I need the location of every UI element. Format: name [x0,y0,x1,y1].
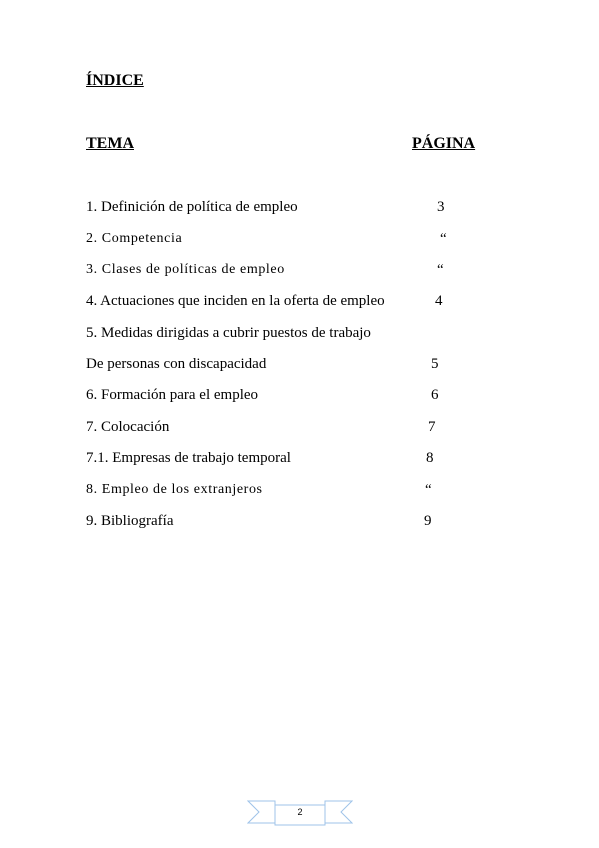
page-number-ribbon [247,797,353,827]
index-entry-label: 6. Formación para el empleo [86,387,259,403]
index-title: ÍNDICE [86,72,144,89]
index-entry-page: 6 [431,387,439,403]
index-entry-page: 5 [431,356,439,372]
column-header-topic: TEMA [86,135,134,152]
index-entry-label: 9. Bibliografía [86,513,174,529]
index-entry-label: 8. Empleo de los extranjeros [86,482,263,497]
index-entry-label: De personas con discapacidad [86,356,267,372]
index-entry-label: 3. Clases de políticas de empleo [86,262,285,277]
index-entry-label: 2. Competencia [86,231,183,246]
index-entry-page: “ [440,231,447,247]
index-entry-page: 7 [428,419,436,435]
index-entry-page: “ [437,262,444,278]
column-header-page: PÁGINA [412,135,476,152]
index-entry-page: 9 [424,513,432,529]
index-entry-page: “ [425,482,432,498]
index-entry-page: 8 [426,450,434,466]
index-entry-page: 4 [435,293,443,309]
index-entry-label: 7.1. Empresas de trabajo temporal [86,450,291,466]
index-entry-label: 1. Definición de política de empleo [86,199,298,215]
index-entry-label: 7. Colocación [86,419,170,435]
index-entry-label: 4. Actuaciones que inciden en la oferta de empleo [86,293,385,309]
page-number: 2 [297,807,303,817]
index-entry-label: 5. Medidas dirigidas a cubrir puestos de trabajo [86,325,371,341]
index-entry-page: 3 [437,199,445,215]
